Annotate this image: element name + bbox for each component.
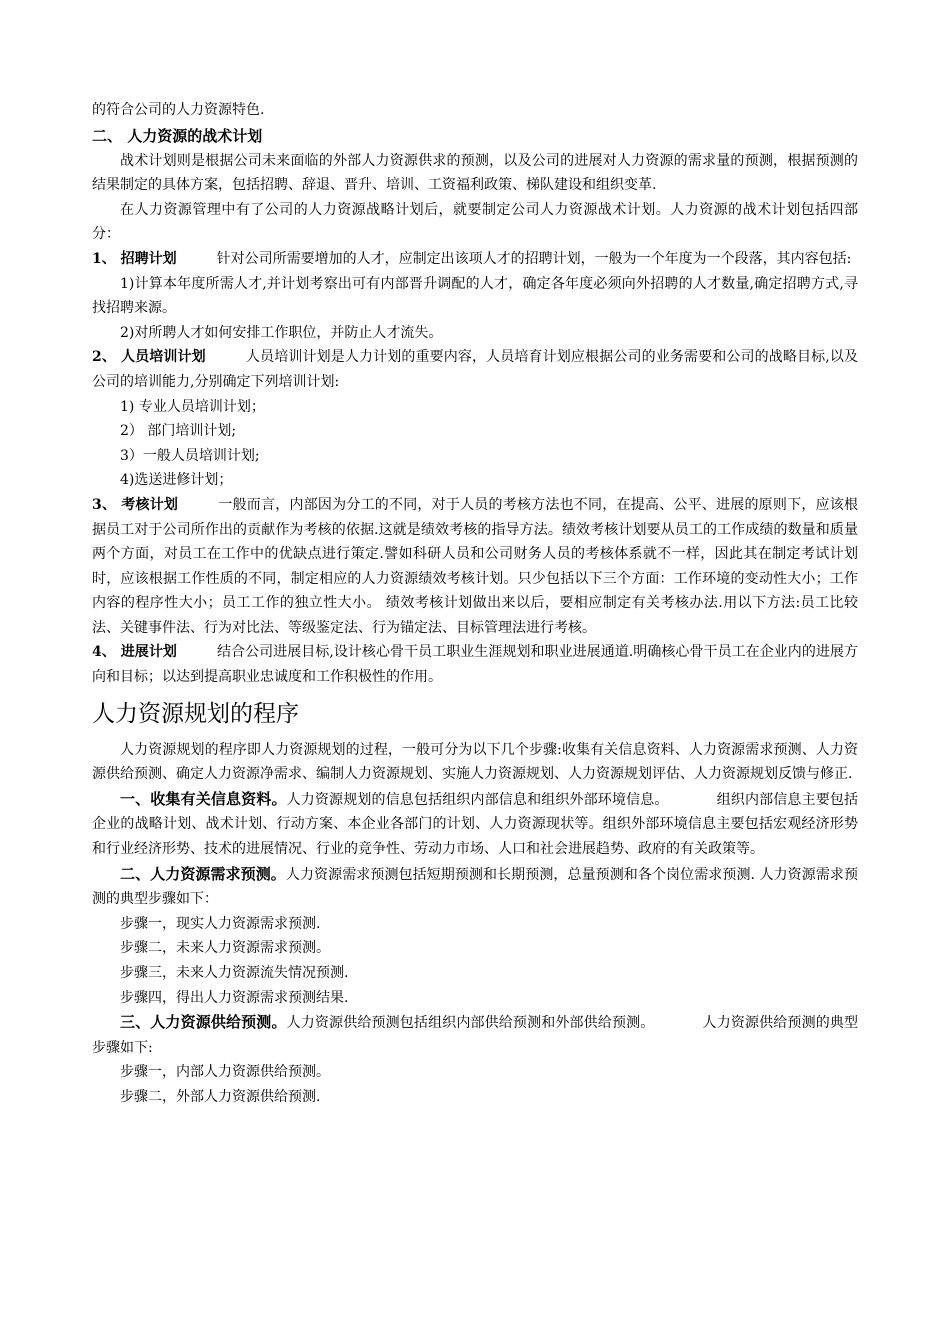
step-demand-forecast-text: 人力资源需求预测包括短期预测和长期预测，总量预测和各个岗位需求预测. 人力资源需求预测的典型步骤如下：	[92, 866, 858, 908]
paragraph-tactical-parts: 在人力资源管理中有了公司的人力资源战略计划后，就要制定公司人力资源战术计划。人力资源的战术计划包括四部分：	[92, 201, 858, 243]
item-assessment-heading: 3、 考核计划	[92, 496, 179, 513]
section-title-tactical-plan: 二、 人力资源的战术计划	[92, 126, 263, 145]
demand-step: 步骤四，得出人力资源需求预测结果.	[120, 989, 349, 1006]
demand-step: 步骤一，现实人力资源需求预测.	[120, 915, 321, 932]
step-supply-forecast-heading: 三、人力资源供给预测。	[120, 1013, 287, 1032]
step-supply-forecast-text-2: 人力资源供给预测的典型步骤如下:	[92, 1015, 859, 1056]
item-development-heading: 4、 进展计划	[92, 644, 177, 661]
step-demand-forecast	[92, 862, 858, 912]
supply-step: 步骤一，内部人力资源供给预测。	[120, 1064, 330, 1081]
training-list-item: 1) 专业人员培训计划；	[120, 398, 265, 415]
item-training-heading: 2、 人员培训计划	[92, 349, 206, 366]
recruitment-sub-2: 2)对所聘人才如何安排工作职位，并防止人才流失。	[120, 324, 443, 341]
demand-step: 步骤三，未来人力资源流失情况预测.	[120, 965, 349, 981]
step-collect-info	[92, 787, 858, 862]
item-assessment-plan	[92, 493, 858, 641]
paragraph-tactical-definition: 战术计划则是根据公司未来面临的外部人力资源供求的预测，以及公司的进展对人力资源的需求量的预测，根据预测的结果制定的具体方案，包括招聘、辞退、晋升、培训、工资福利政策、梯队建设和组织变革.	[92, 152, 858, 194]
step-collect-info-text-2: 组织内部信息主要包括企业的战略计划、战术计划、行动方案、本企业各部门的计划、人力资源现状等。组织外部环境信息主要包括宏观经济形势和行业经济形势、技术的进展情况、行业的竞争性、劳动力市场、人口和社会进展趋势、政府的有关政策等。	[92, 791, 859, 858]
item-assessment-text: 一般而言，内部因为分工的不同，对于人员的考核方法也不同，在提高、公平、进展的原则下，应该根据员工对于公司所作出的贡献作为考核的依据.这就是绩效考核的指导方法。绩效考核计划要从员工的工作成绩的数量和质量两个方面，对员工在工作中的优缺点进行策定.譬如科研人员和公司财务人员的考核体系就不一样，因此其在制定考试计划时，应该根据工作性质的不同，制定相应的人力资源绩效考核计划。只少包括以下三个方面：工作环境的变动性大小；工作内容的程序性大小；员工工作的独立性大小。 绩效考核计划做出来以后，要相应制定有关考核办法.用以下方法:员工比较法、关键事件法、行为对比法、等级鉴定法、行为锚定法、目标管理法进行考核。	[92, 496, 858, 636]
step-collect-info-heading: 一、收集有关信息资料。	[120, 789, 287, 808]
item-training-text: 人员培训计划是人力计划的重要内容，人员培育计划应根据公司的业务需要和公司的战略目标,以及公司的培训能力,分别确定下列培训计划:	[92, 349, 858, 390]
training-list-item: 4)选送进修计划；	[120, 472, 233, 489]
paragraph-intro-end: 的符合公司的人力资源特色.	[92, 102, 265, 118]
item-training-plan	[92, 345, 858, 394]
heading-planning-procedure: 人力资源规划的程序	[92, 700, 299, 727]
item-recruitment-heading: 1、 招聘计划	[92, 250, 177, 267]
item-development-plan	[92, 640, 858, 689]
training-list-item: 3）一般人员培训计划;	[120, 447, 260, 464]
demand-step: 步骤二，未来人力资源需求预测。	[120, 940, 330, 957]
item-development-text: 结合公司进展目标,设计核心骨干员工职业生涯规划和职业进展通道.明确核心骨干员工在企业内的进展方向和目标；以达到提高职业忠诚度和工作积极性的作用。	[92, 644, 858, 686]
item-recruitment-plan	[92, 247, 858, 272]
paragraph-procedure-intro: 人力资源规划的程序即人力资源规划的过程，一般可分为以下几个步骤:收集有关信息资料、人力资源需求预测、人力资源供给预测、确定人力资源净需求、编制人力资源规划、实施人力资源规划、人力资源规划评估、人力资源规划反馈与修正.	[92, 741, 858, 783]
step-supply-forecast-text-1: 人力资源供给预测包括组织内部供给预测和外部供给预测。	[286, 1015, 655, 1032]
supply-step: 步骤二，外部人力资源供给预测.	[120, 1088, 321, 1105]
training-list-item: 2） 部门培训计划;	[120, 423, 237, 440]
step-supply-forecast	[92, 1010, 858, 1060]
step-collect-info-text-1: 人力资源规划的信息包括组织内部信息和组织外部环境信息。	[286, 791, 669, 808]
step-demand-forecast-heading: 二、人力资源需求预测。	[120, 864, 286, 883]
recruitment-sub-1: 1)计算本年度所需人才,并计划考察出可有内部晋升调配的人才，确定各年度必须向外招聘的人才数量,确定招聘方式,寻找招聘来源。	[92, 275, 858, 317]
item-recruitment-text: 针对公司所需要增加的人才，应制定出该项人才的招聘计划，一般为一个年度为一个段落，其内容包括:	[216, 250, 852, 267]
